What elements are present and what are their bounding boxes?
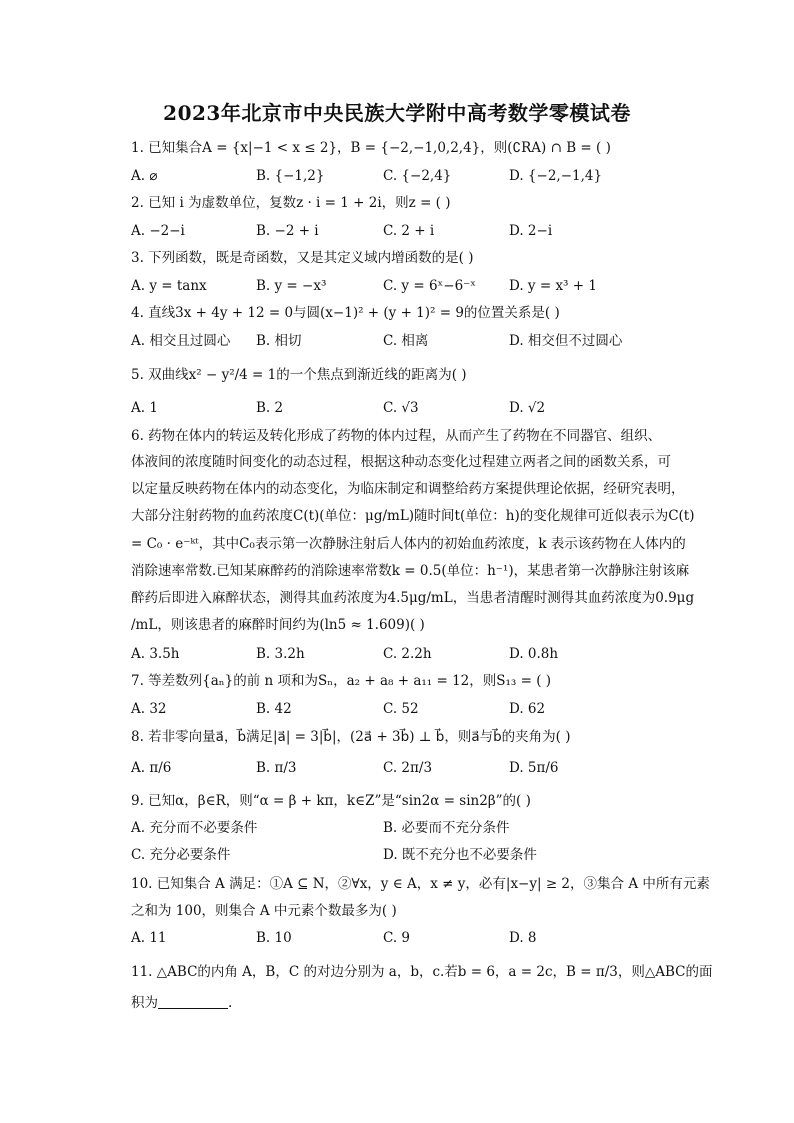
question-6-line-7: 醉药后即进入麻醉状态，测得其血药浓度为4.5μg/mL，当患者清醒时测得其血药浓度为0.9μg	[131, 590, 695, 606]
question-2-options	[131, 221, 691, 241]
question-9-stem: 9. 已知α，β∈R，则“α = β + kπ，k∈Z”是“sin2α = sin2β”的( )	[131, 793, 531, 809]
option-b: B. 10	[256, 930, 292, 946]
question-5-options	[131, 398, 691, 418]
question-6-line-1: 6. 药物在体内的转运及转化形成了药物的体内过程，从而产生了药物在不同器官、组织、	[131, 428, 662, 444]
question-4-options	[131, 331, 691, 351]
question-4-stem: 4. 直线3x + 4y + 12 = 0与圆(x−1)² + (y + 1)² = 9的位置关系是( )	[131, 305, 560, 321]
question-11-line-2	[131, 993, 691, 1013]
option-a: A. 相交且过圆心	[131, 333, 231, 349]
question-6-line-8: /mL，则该患者的麻醉时间约为(ln5 ≈ 1.609)( )	[131, 617, 425, 633]
question-10-line-1: 10. 已知集合 A 满足：①A ⊆ N，②∀x，y ∈ A，x ≠ y，必有|x−y| ≥ 2，③集合 A 中所有元素	[131, 876, 710, 892]
question-9-options-row-2	[131, 845, 691, 865]
question-1-options	[131, 166, 691, 186]
option-b: B. −2 + i	[256, 223, 319, 239]
question-1-stem: 1. 已知集合A = {x|−1 < x ≤ 2}，B = {−2,−1,0,2,4}，则(∁RA) ∩ B = ( )	[131, 140, 611, 156]
option-a: A. ⌀	[131, 168, 158, 184]
option-a: A. y = tanx	[131, 278, 207, 294]
question-6-line-2: 体液间的浓度随时间变化的动态过程，根据这种动态变化过程建立两者之间的函数关系，可	[131, 454, 671, 470]
option-a: A. 1	[131, 400, 158, 416]
question-7-options	[131, 699, 691, 719]
option-c: C. 2π/3	[383, 760, 433, 776]
question-11-period: .	[228, 995, 233, 1011]
question-2-stem: 2. 已知 i 为虚数单位，复数z · i = 1 + 2i，则z = ( )	[131, 195, 451, 211]
question-8-options	[131, 758, 691, 778]
question-8-stem: 8. 若非零向量a⃗，b⃗满足|a⃗| = 3|b⃗|，(2a⃗ + 3b⃗) ⊥ b⃗，则a⃗与b⃗的夹角为( )	[131, 729, 571, 745]
option-d: D. 既不充分也不必要条件	[383, 847, 537, 863]
question-6-line-4: 大部分注射药物的血药浓度C(t)(单位：μg/mL)随时间t(单位：h)的变化规律可近似表示为C(t)	[131, 508, 695, 524]
question-11-line-1: 11. △ABC的内角 A，B，C 的对边分别为 a，b，c.若b = 6，a = 2c，B = π/3，则△ABC的面	[131, 964, 713, 980]
question-6-line-5: = C₀ · e⁻ᵏᵗ，其中C₀表示第一次静脉注射后人体内的初始血药浓度，k 表示该药物在人体内的	[131, 536, 686, 552]
option-b: B. 42	[256, 701, 292, 717]
question-9-options-row-1	[131, 818, 691, 838]
question-5-stem: 5. 双曲线x² − y²/4 = 1的一个焦点到渐近线的距离为( )	[131, 367, 467, 383]
question-6-line-6: 消除速率常数.已知某麻醉药的消除速率常数k = 0.5(单位：h⁻¹)，某患者第一次静脉注射该麻	[131, 563, 690, 579]
option-b: B. 3.2h	[256, 646, 305, 662]
option-c: C. 2 + i	[383, 223, 435, 239]
question-10-line-2: 之和为 100，则集合 A 中元素个数最多为( )	[131, 903, 397, 919]
question-3-options	[131, 276, 691, 296]
option-d: D. 5π/6	[509, 760, 559, 776]
option-c: C. 52	[383, 701, 419, 717]
option-c: C. y = 6ˣ−6⁻ˣ	[383, 278, 477, 294]
option-a: A. π/6	[131, 760, 172, 776]
option-d: D. 相交但不过圆心	[509, 333, 623, 349]
question-3-stem: 3. 下列函数，既是奇函数，又是其定义域内增函数的是( )	[131, 250, 474, 266]
option-c: C. 相离	[383, 333, 429, 349]
answer-blank[interactable]	[158, 994, 228, 1009]
option-a: A. 32	[131, 701, 167, 717]
option-b: B. 相切	[256, 333, 302, 349]
question-6-line-3: 以定量反映药物在体内的动态变化，为临床制定和调整给药方案提供理论依据，经研究表明，	[131, 481, 685, 497]
option-b: B. {−1,2}	[256, 168, 325, 184]
option-a: A. 11	[131, 930, 167, 946]
option-b: B. y = −x³	[256, 278, 327, 294]
option-c: C. 2.2h	[383, 646, 432, 662]
option-d: D. √2	[509, 400, 546, 416]
option-c: C. √3	[383, 400, 419, 416]
option-c: C. 充分必要条件	[131, 847, 231, 863]
question-10-options	[131, 928, 691, 948]
option-d: D. 0.8h	[509, 646, 559, 662]
option-d: D. 2−i	[509, 223, 553, 239]
option-d: D. y = x³ + 1	[509, 278, 597, 294]
option-a: A. 3.5h	[131, 646, 180, 662]
option-a: A. −2−i	[131, 223, 185, 239]
option-c: C. {−2,4}	[383, 168, 452, 184]
option-c: C. 9	[383, 930, 411, 946]
page-title: 2023年北京市中央民族大学附中高考数学零模试卷	[163, 101, 631, 125]
question-7-stem: 7. 等差数列{aₙ}的前 n 项和为Sₙ，a₂ + a₈ + a₁₁ = 12，则S₁₃ = ( )	[131, 673, 552, 689]
question-11-text: 积为	[131, 995, 158, 1011]
option-b: B. 2	[256, 400, 284, 416]
option-d: D. 8	[509, 930, 537, 946]
option-d: D. {−2,−1,4}	[509, 168, 603, 184]
option-b: B. 必要而不充分条件	[383, 820, 510, 836]
option-a: A. 充分而不必要条件	[131, 820, 258, 836]
question-6-options	[131, 644, 691, 664]
option-b: B. π/3	[256, 760, 297, 776]
option-d: D. 62	[509, 701, 546, 717]
